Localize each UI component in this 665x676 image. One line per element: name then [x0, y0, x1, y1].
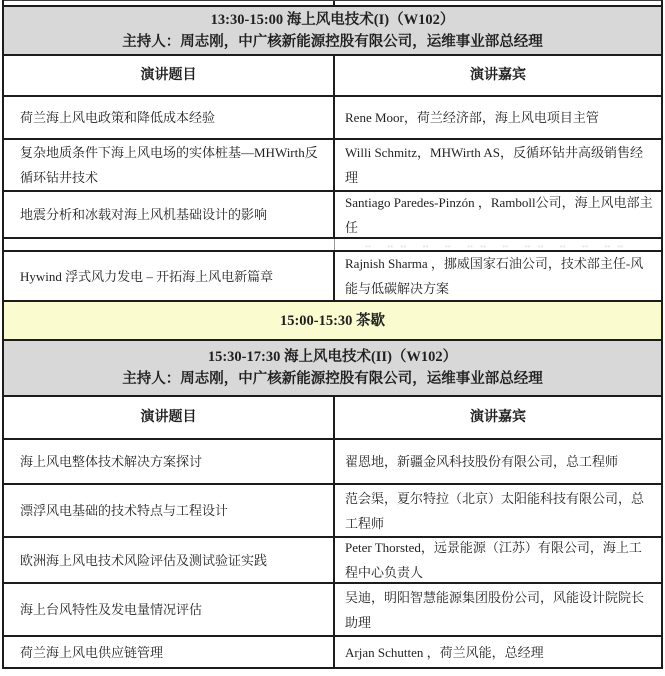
- guest-text: Arjan Schutten ，荷兰风能，总经理: [345, 644, 544, 660]
- topic-text: 复杂地质条件下海上风电场的实体桩基—MHWirth反循环钻井技术: [20, 145, 318, 185]
- guest-text: Rajnish Sharma ，挪威国家石油公司，技术部主任-风能与低碳解决方案: [345, 256, 644, 296]
- session1-header: [4, 7, 661, 56]
- guest-cell: [335, 252, 661, 300]
- table-row: [4, 440, 661, 485]
- topic-text: 欧洲海上风电技术风险评估及测试验证实践: [20, 552, 268, 568]
- guest-column-header: 演讲嘉宾: [470, 68, 526, 83]
- guest-cell: [335, 97, 661, 138]
- session1-column-header-row: [4, 56, 661, 97]
- topic-text: 地震分析和冰载对海上风机基础设计的影响: [20, 207, 268, 222]
- topic-cell: [4, 584, 335, 635]
- cropped-row-remnant: [4, 0, 661, 7]
- topic-text: 荷兰海上风电供应链管理: [20, 644, 164, 660]
- topic-cell: [4, 140, 335, 190]
- session2-header: [4, 341, 661, 397]
- guest-cell: [335, 538, 661, 582]
- topic-cell: [4, 440, 335, 483]
- guest-text: Santiago Paredes-Pinzón ，Ramboll公司，海上风电部主任: [345, 194, 653, 235]
- session2-title: 15:30-17:30 海上风电技术(II)（W102）: [207, 349, 458, 365]
- guest-text: 范会渠，夏尔特拉（北京）太阳能科技有限公司，总工程师: [345, 490, 645, 531]
- topic-text: 漂浮风电基础的技术特点与工程设计: [20, 503, 229, 518]
- guest-cell: [335, 192, 661, 237]
- table-row: [4, 584, 661, 637]
- topic-cell: [4, 252, 335, 300]
- topic-cell: [4, 192, 335, 237]
- table-row: [4, 97, 661, 140]
- topic-column-header: 演讲题目: [4, 56, 335, 95]
- topic-cell: [4, 485, 335, 536]
- guest-text: 吴迪，明阳智慧能源集团股份公司，风能设计院院长助理: [345, 589, 645, 630]
- table-row: [4, 252, 661, 302]
- seam-left: [4, 239, 335, 250]
- guest-cell: [335, 440, 661, 483]
- session1-host: 主持人：周志刚，中广核新能源控股有限公司，运维事业部总经理: [122, 33, 543, 50]
- tea-break-row: [4, 302, 661, 341]
- table-row: [4, 140, 661, 192]
- guest-text: Willi Schmitz，MHWirth AS，反循环钻井高级销售经理: [345, 145, 643, 185]
- tea-break-label: 15:00-15:30 茶歇: [279, 312, 386, 329]
- guest-cell: [335, 140, 661, 190]
- topic-text: 海上风电整体技术解决方案探讨: [20, 454, 203, 469]
- topic-cell: [4, 637, 335, 667]
- guest-text: Rene Moor，荷兰经济部，海上风电项目主管: [345, 110, 599, 125]
- cropped-cell-left: [4, 1, 335, 5]
- topic-column-header: 演讲题目: [4, 397, 335, 438]
- session1-title: 13:30-15:00 海上风电技术(I)（W102）: [210, 11, 455, 28]
- table-row: [4, 485, 661, 538]
- topic-text: Hywind 浮式风力发电 – 开拓海上风电新篇章: [20, 268, 274, 284]
- guest-cell: [335, 584, 661, 635]
- topic-text: 荷兰海上风电政策和降低成本经验: [20, 110, 216, 125]
- table-row: [4, 637, 661, 669]
- guest-cell: [335, 485, 661, 536]
- guest-text: 翟恩地，新疆金风科技股份有限公司，总工程师: [345, 454, 619, 469]
- topic-cell: [4, 97, 335, 138]
- seam-glyph-fragments: ‥ ‥‥ ‥ ‥ ‥‥ ‥ ‥‥ ‥ ‥ ‥‥: [365, 239, 631, 249]
- table-row: [4, 538, 661, 584]
- cropped-cell-right: [335, 1, 661, 5]
- table-row: [4, 192, 661, 239]
- session2-host: 主持人：周志刚，中广核新能源控股有限公司，运维事业部总经理: [122, 371, 543, 387]
- schedule-table: [2, 0, 663, 669]
- topic-text: 海上台风特性及发电量情况评估: [20, 602, 203, 617]
- guest-text: Peter Thorsted，远景能源（江苏）有限公司，海上工程中心负责人: [345, 540, 642, 580]
- guest-column-header: 演讲嘉宾: [470, 410, 526, 425]
- topic-cell: [4, 538, 335, 582]
- guest-cell: [335, 637, 661, 667]
- session2-column-header-row: [4, 397, 661, 440]
